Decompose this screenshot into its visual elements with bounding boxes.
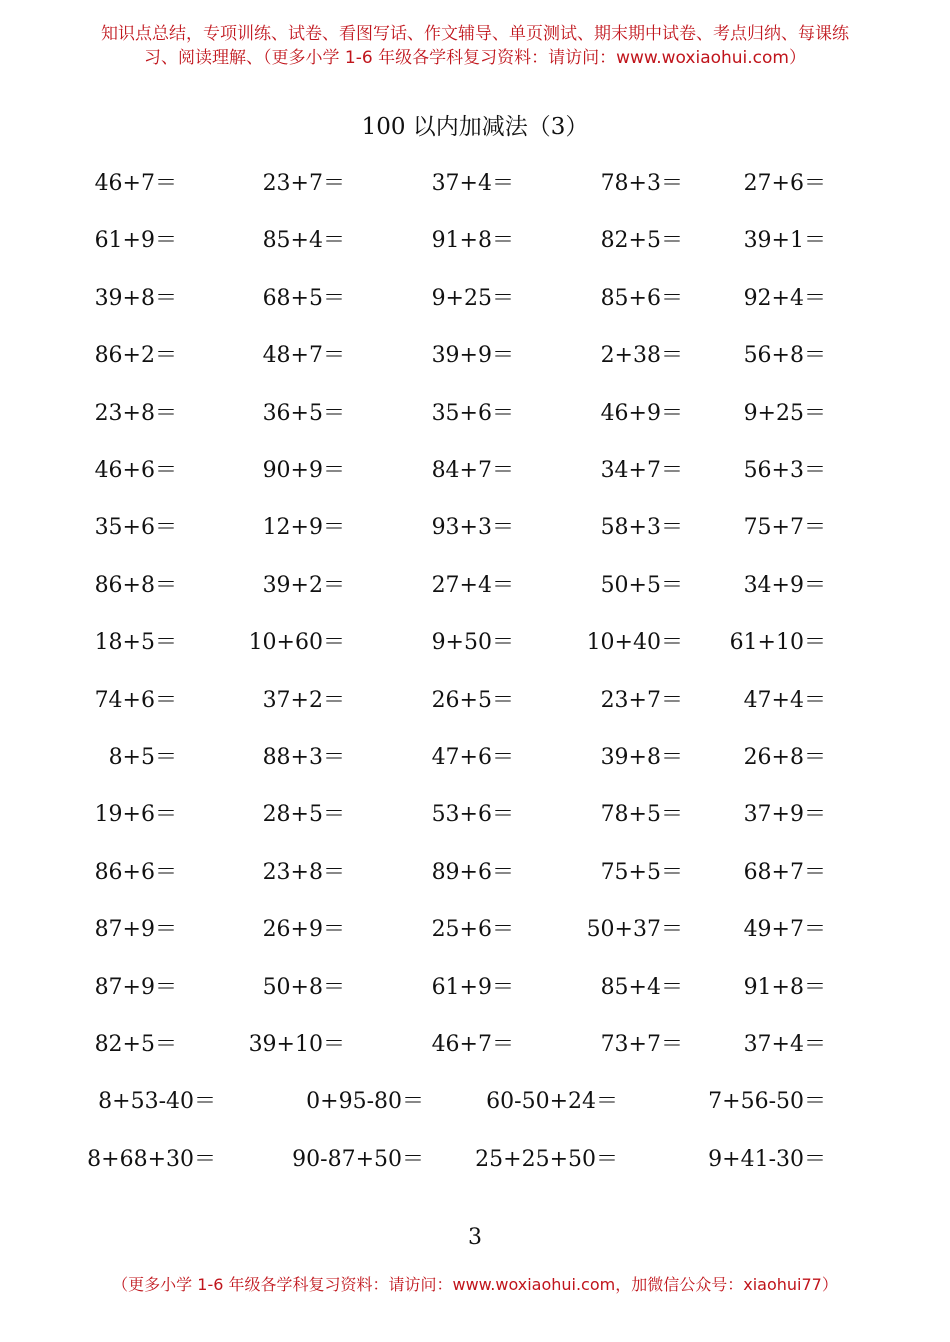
- problem-item: 49+7＝: [743, 917, 826, 942]
- problem-item: 61+9＝: [431, 975, 514, 1000]
- problem-item: 50+37＝: [586, 917, 683, 942]
- header-banner: [40, 22, 910, 70]
- problem-row: [0, 1087, 950, 1117]
- problem-item: 86+2＝: [94, 343, 177, 368]
- problem-item: 90-87+50＝: [292, 1147, 424, 1172]
- problem-item: 39+9＝: [431, 343, 514, 368]
- problem-item: 58+3＝: [600, 515, 683, 540]
- problem-row: [0, 973, 950, 1003]
- problem-item: 75+7＝: [743, 515, 826, 540]
- problem-item: 26+8＝: [743, 745, 826, 770]
- problem-item: 2+38＝: [600, 343, 683, 368]
- problem-item: 8+53-40＝: [98, 1089, 216, 1114]
- problem-item: 46+9＝: [600, 401, 683, 426]
- problem-item: 85+4＝: [262, 228, 345, 253]
- problem-item: 9+25＝: [743, 401, 826, 426]
- problem-item: 87+9＝: [94, 975, 177, 1000]
- problem-item: 10+60＝: [248, 630, 345, 655]
- problem-item: 82+5＝: [600, 228, 683, 253]
- problem-item: 8+5＝: [108, 745, 177, 770]
- problem-row: [0, 686, 950, 716]
- problem-item: 78+5＝: [600, 802, 683, 827]
- problem-item: 85+6＝: [600, 286, 683, 311]
- problem-item: 8+68+30＝: [87, 1147, 216, 1172]
- problem-item: 18+5＝: [94, 630, 177, 655]
- problem-item: 46+7＝: [431, 1032, 514, 1057]
- problem-item: 9+25＝: [431, 286, 514, 311]
- problem-item: 25+25+50＝: [475, 1147, 618, 1172]
- problem-row: [0, 513, 950, 543]
- page-title: 100 以内加减法（3）: [361, 114, 589, 140]
- problem-item: 9+41-30＝: [708, 1147, 826, 1172]
- problem-item: 82+5＝: [94, 1032, 177, 1057]
- problem-item: 19+6＝: [94, 802, 177, 827]
- problem-row: [0, 1145, 950, 1175]
- problem-item: 34+7＝: [600, 458, 683, 483]
- problem-item: 10+40＝: [586, 630, 683, 655]
- problem-item: 87+9＝: [94, 917, 177, 942]
- problem-item: 73+7＝: [600, 1032, 683, 1057]
- header-line-1: 知识点总结，专项训练、试卷、看图写话、作文辅导、单页测试、期末期中试卷、考点归纳、每课练: [101, 24, 849, 44]
- problem-item: 35+6＝: [94, 515, 177, 540]
- problem-item: 86+8＝: [94, 573, 177, 598]
- problem-row: [0, 456, 950, 486]
- problem-item: 50+5＝: [600, 573, 683, 598]
- problem-item: 84+7＝: [431, 458, 514, 483]
- problem-item: 85+4＝: [600, 975, 683, 1000]
- problem-item: 75+5＝: [600, 860, 683, 885]
- problem-item: 28+5＝: [262, 802, 345, 827]
- problem-item: 37+9＝: [743, 802, 826, 827]
- problem-item: 68+5＝: [262, 286, 345, 311]
- problem-item: 50+8＝: [262, 975, 345, 1000]
- problem-item: 37+4＝: [431, 171, 514, 196]
- problem-item: 35+6＝: [431, 401, 514, 426]
- problem-item: 0+95-80＝: [306, 1089, 424, 1114]
- problem-row: [0, 1030, 950, 1060]
- header-line-2: 习、阅读理解、（更多小学 1-6 年级各学科复习资料：请访问：www.woxiaohui.com）: [144, 48, 806, 68]
- problem-item: 60-50+24＝: [486, 1089, 618, 1114]
- problem-item: 27+6＝: [743, 171, 826, 196]
- problem-item: 23+7＝: [600, 688, 683, 713]
- problem-row: [0, 800, 950, 830]
- problem-item: 37+2＝: [262, 688, 345, 713]
- problem-item: 7+56-50＝: [708, 1089, 826, 1114]
- problem-item: 68+7＝: [743, 860, 826, 885]
- problem-item: 39+1＝: [743, 228, 826, 253]
- problem-item: 88+3＝: [262, 745, 345, 770]
- problem-item: 47+4＝: [743, 688, 826, 713]
- footer-banner: （更多小学 1-6 年级各学科复习资料：请访问：www.woxiaohui.com，加微信公众号：xiaohui77）: [112, 1275, 838, 1294]
- page-number: 3: [468, 1225, 482, 1250]
- problem-item: 90+9＝: [262, 458, 345, 483]
- problem-item: 27+4＝: [431, 573, 514, 598]
- problem-item: 23+7＝: [262, 171, 345, 196]
- problem-item: 46+7＝: [94, 171, 177, 196]
- problem-item: 26+9＝: [262, 917, 345, 942]
- problem-item: 36+5＝: [262, 401, 345, 426]
- problem-item: 37+4＝: [743, 1032, 826, 1057]
- problem-item: 39+8＝: [94, 286, 177, 311]
- problem-item: 9+50＝: [431, 630, 514, 655]
- problem-row: [0, 628, 950, 658]
- problem-item: 91+8＝: [743, 975, 826, 1000]
- problem-row: [0, 226, 950, 256]
- problem-item: 12+9＝: [262, 515, 345, 540]
- problem-item: 93+3＝: [431, 515, 514, 540]
- problem-row: [0, 915, 950, 945]
- problem-item: 34+9＝: [743, 573, 826, 598]
- problem-item: 56+3＝: [743, 458, 826, 483]
- problem-item: 48+7＝: [262, 343, 345, 368]
- problem-item: 92+4＝: [743, 286, 826, 311]
- problem-row: [0, 399, 950, 429]
- problem-row: [0, 169, 950, 199]
- problem-row: [0, 858, 950, 888]
- problem-item: 74+6＝: [94, 688, 177, 713]
- problem-item: 78+3＝: [600, 171, 683, 196]
- problem-item: 89+6＝: [431, 860, 514, 885]
- problem-item: 86+6＝: [94, 860, 177, 885]
- problem-item: 25+6＝: [431, 917, 514, 942]
- problem-item: 39+8＝: [600, 745, 683, 770]
- problem-item: 23+8＝: [94, 401, 177, 426]
- problem-item: 91+8＝: [431, 228, 514, 253]
- problem-item: 61+9＝: [94, 228, 177, 253]
- problem-item: 39+10＝: [248, 1032, 345, 1057]
- problem-item: 56+8＝: [743, 343, 826, 368]
- problem-item: 61+10＝: [729, 630, 826, 655]
- problem-row: [0, 284, 950, 314]
- problem-row: [0, 571, 950, 601]
- problem-item: 53+6＝: [431, 802, 514, 827]
- problem-row: [0, 341, 950, 371]
- problem-item: 23+8＝: [262, 860, 345, 885]
- problem-item: 46+6＝: [94, 458, 177, 483]
- problem-item: 26+5＝: [431, 688, 514, 713]
- problem-row: [0, 743, 950, 773]
- problem-item: 47+6＝: [431, 745, 514, 770]
- problem-item: 39+2＝: [262, 573, 345, 598]
